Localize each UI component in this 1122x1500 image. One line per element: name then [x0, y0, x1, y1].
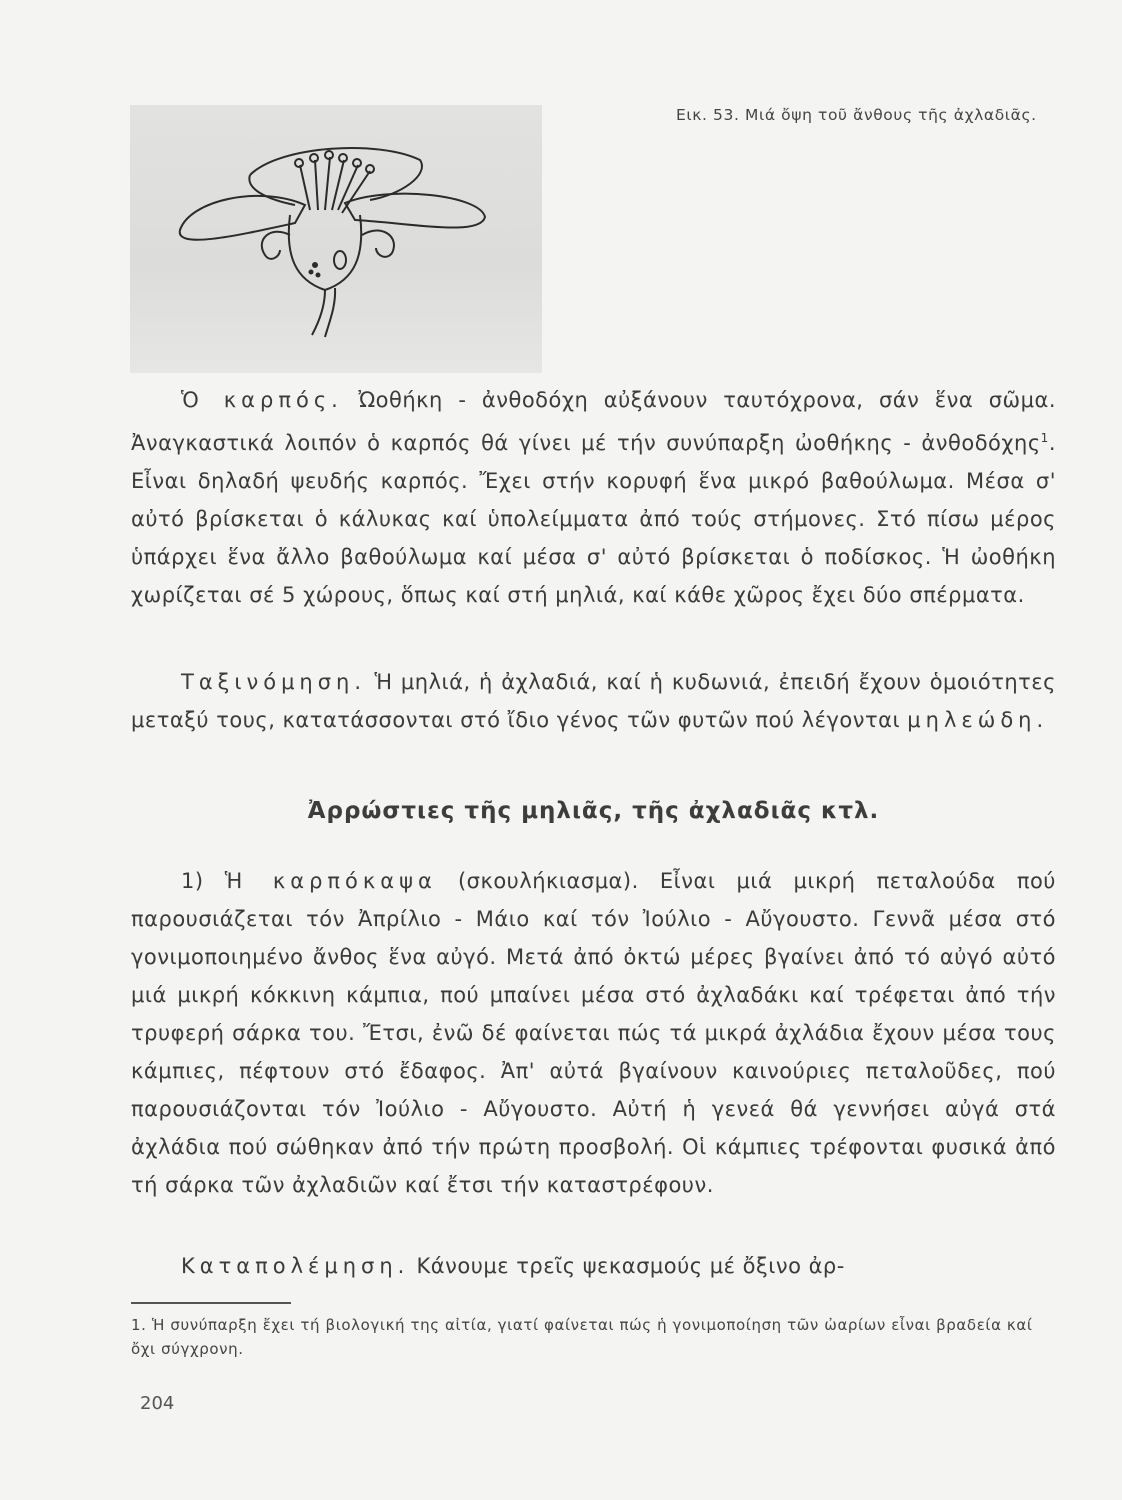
flower-stalk	[312, 290, 325, 335]
receptacle	[289, 215, 361, 290]
taxonomy-text: Ἡ μηλιά, ἡ ἀχλαδιά, καί ἡ κυδωνιά, ἐπειδή ἔχουν ὁμοιότητες μεταξύ τους, κατατάσσονται στό ἴδιο γένος τῶν φυτῶν πού λέγονται	[131, 670, 1056, 732]
item-number: 1)	[181, 869, 204, 893]
taxonomy-term: μηλεώδη	[907, 708, 1037, 732]
section-heading: Ἀρρώστιες τῆς μηλιᾶς, τῆς ἀχλαδιᾶς κτλ.	[307, 798, 880, 824]
lead-control: Καταπολέμηση.	[181, 1254, 410, 1278]
paragraph-control	[131, 1247, 1056, 1285]
page-number: 204	[140, 1393, 175, 1414]
paragraph-carpocapsa	[131, 862, 1056, 1204]
fruit-text-cont: . Εἶναι δηλαδή ψευδής καρπός. Ἔχει στήν κορυφή ἕνα μικρό βαθούλωμα. Μέσα σ' αὐτό βρίσκεται ὁ κάλυκας καί ὑπολείμματα ἀπό τούς στήμονες. Στό πίσω μέρος ὑπάρχει ἕνα ἄλλο βαθούλωμα καί μέσα σ' αὐτό βρίσκεται ὁ ποδίσκος. Ἡ ὠοθήκη χωρίζεται σέ 5 χώρους, ὅπως καί στή μηλιά, καί κάθε χῶρος ἔχει δύο σπέρματα.	[131, 431, 1056, 607]
paragraph-taxonomy	[131, 663, 1056, 739]
footnote: 1. Ἡ συνύπαρξη ἔχει τή βιολογική της αἰτία, γιατί φαίνεται πώς ἡ γονιμοποίηση τῶν ὠαρίων εἶναι βραδεία καί ὄχι σύγχρονη.	[131, 1316, 1033, 1358]
figure-caption: Εικ. 53. Μιά ὄψη τοῦ ἄνθους τῆς ἀχλαδιᾶς.	[676, 106, 1037, 124]
right-sepal	[362, 230, 394, 256]
footnote-mark: 1	[1040, 431, 1049, 445]
paragraph-fruit	[131, 381, 1056, 614]
lead-carpocapsa: Ἡ καρπόκαψα	[224, 869, 437, 893]
carpocapsa-text: (σκουλήκιασμα). Εἶναι μιά μικρή πεταλούδα πού παρουσιάζεται τόν Ἀπρίλιο - Μάιο καί τόν Ἰούλιο - Αὔγουστο. Γεννᾶ μέσα στό γονιμοποιημένο ἄνθος ἕνα αὐγό. Μετά ἀπό ὀκτώ μέρες βγαίνει ἀπό τό αὐγό αὐτό μιά μικρή κόκκινη κάμπια, πού μπαίνει μέσα στό ἀχλαδάκι καί τρέφεται ἀπό τήν τρυφερή σάρκα του. Ἔτσι, ἐνῶ δέ φαίνεται πώς τά μικρά ἀχλάδια ἔχουν μέσα τους κάμπιες, πέφτουν στό ἔδαφος. Ἀπ' αὐτά βγαίνουν καινούριες πεταλοῦδες, πού παρουσιάζονται τόν Ἰούλιο - Αὔγουστο. Αὐτή ἡ γενεά θά γεννήσει αὐγά στά ἀχλάδια πού σώθηκαν ἀπό τήν πρώτη προσβολή. Οἱ κάμπιες τρέφονται φυσικά ἀπό τή σάρκα τῶν ἀχλαδιῶν καί ἔτσι τήν καταστρέφουν.	[131, 869, 1056, 1197]
pear-flower-illustration	[130, 105, 542, 373]
control-text: Κάνουμε τρεῖς ψεκασμούς μέ ὄξινο ἀρ-	[416, 1254, 845, 1278]
footnote-rule	[131, 1302, 291, 1304]
lead-taxonomy: Ταξινόμηση.	[181, 670, 367, 694]
pear-flower-figure	[130, 105, 542, 373]
right-petal	[345, 194, 485, 228]
left-sepal	[262, 232, 290, 259]
lead-fruit: Ὁ καρπός.	[181, 388, 343, 412]
fruit-text: Ὠοθήκη - ἀνθοδόχη αὐξάνουν ταυτόχρονα, σάν ἕνα σῶμα. Ἀναγκαστικά λοιπόν ὁ καρπός θά γίνει μέ τήν συνύπαρξη ὠοθήκης - ἀνθοδόχης	[131, 388, 1056, 455]
ovule	[334, 251, 346, 269]
taxonomy-end: .	[1036, 708, 1044, 732]
